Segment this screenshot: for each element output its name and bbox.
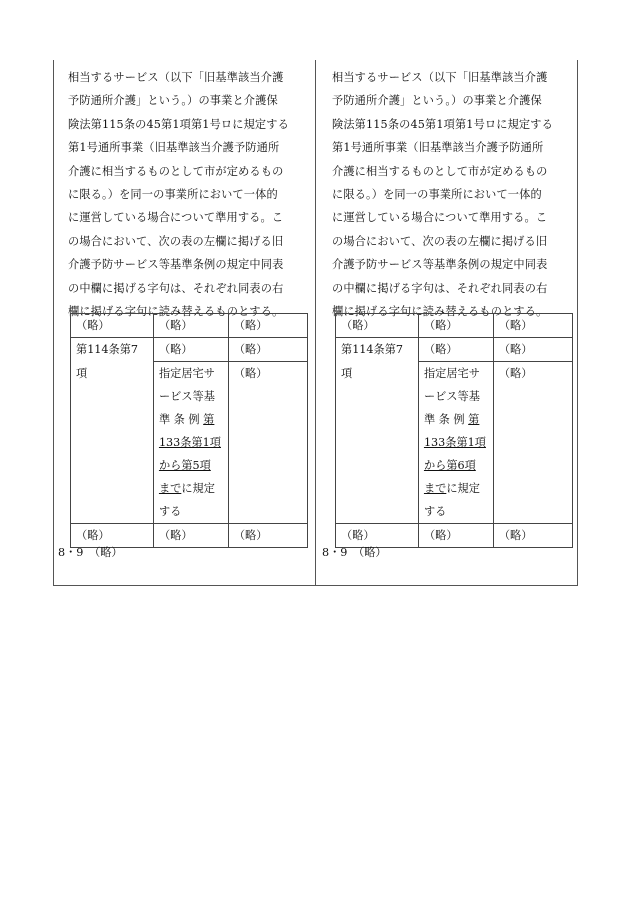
- underlined-text: 133条第1項: [158, 436, 221, 449]
- cell-text: 準 条 例: [423, 413, 469, 426]
- table-cell: （略）: [228, 314, 307, 338]
- text-line: 第1号通所事業（旧基準該当介護予防通所: [68, 141, 280, 155]
- text-line: 介護予防サービス等基準条例の規定中同表: [68, 258, 284, 272]
- cell-line: する: [423, 505, 447, 518]
- text-line: の場合において、次の表の左欄に掲げる旧: [332, 234, 548, 248]
- text-line: 欄に掲げる字句に読み替えるものとする。: [68, 305, 284, 319]
- text-line: の中欄に掲げる字句は、それぞれ同表の右: [332, 281, 548, 295]
- underlined-text: 第: [468, 413, 480, 426]
- table-cell: （略）: [493, 338, 572, 362]
- column-divider: [315, 60, 316, 586]
- text-line: の中欄に掲げる字句は、それぞれ同表の右: [68, 281, 284, 295]
- table-cell: （略）: [336, 314, 419, 338]
- text-line: 予防通所介護」という。）の事業と介護保: [68, 94, 278, 108]
- text-line: 相当するサービス（以下「旧基準該当介護: [332, 71, 548, 84]
- right-paragraph: [332, 66, 576, 323]
- table-cell: （略）: [418, 338, 493, 362]
- table-row: [71, 314, 308, 338]
- cell-text: に規定: [181, 482, 215, 495]
- underlined-text: から第6項: [423, 459, 476, 472]
- text-line: に運営している場合について準用する。こ: [68, 211, 284, 225]
- cell-text: に規定: [446, 482, 480, 495]
- text-line: に限る。）を同一の事業所において一体的: [332, 188, 542, 202]
- cell-line: [159, 408, 223, 431]
- table-cell: （略）: [336, 524, 419, 548]
- cell-line: ービス等基: [423, 390, 480, 403]
- table-cell: [418, 362, 493, 524]
- text-line: に運営している場合について準用する。こ: [332, 211, 548, 225]
- text-line: 相当するサービス（以下「旧基準該当介護: [68, 71, 284, 84]
- underlined-text: まで: [423, 482, 447, 495]
- table-cell: （略）: [71, 314, 154, 338]
- cell-line: ービス等基: [158, 390, 215, 403]
- table-cell: 項: [71, 362, 154, 524]
- left-paragraph: [68, 66, 312, 323]
- text-line: 介護予防サービス等基準条例の規定中同表: [332, 258, 548, 272]
- underlined-text: 133条第1項: [423, 436, 486, 449]
- text-line: に限る。）を同一の事業所において一体的: [68, 188, 278, 202]
- table-cell: （略）: [493, 524, 572, 548]
- table-cell: （略）: [71, 524, 154, 548]
- right-replacement-table: [335, 313, 573, 548]
- table-cell: （略）: [153, 314, 228, 338]
- table-cell: （略）: [153, 524, 228, 548]
- table-cell: （略）: [493, 362, 572, 524]
- text-line: 欄に掲げる字句に読み替えるものとする。: [332, 305, 548, 319]
- text-line: の場合において、次の表の左欄に掲げる旧: [68, 234, 284, 248]
- table-cell: 第114条第7: [71, 338, 154, 362]
- table-cell: （略）: [493, 314, 572, 338]
- underlined-text: 第: [203, 413, 215, 426]
- text-line: 険法第115条の45第1項第1号ロに規定する: [332, 117, 553, 131]
- right-footer-note: 8・9 （略）: [322, 546, 387, 559]
- table-cell: （略）: [418, 524, 493, 548]
- underlined-text: から第5項: [158, 459, 211, 472]
- cell-line: する: [158, 505, 182, 518]
- cell-line: [159, 477, 223, 500]
- table-cell: 第114条第7: [336, 338, 419, 362]
- table-row: [336, 338, 573, 362]
- table-cell: （略）: [153, 338, 228, 362]
- table-cell: （略）: [228, 524, 307, 548]
- cell-text: 準 条 例: [158, 413, 204, 426]
- table-cell: 項: [336, 362, 419, 524]
- text-line: 険法第115条の45第1項第1号ロに規定する: [68, 117, 289, 131]
- table-cell: [153, 362, 228, 524]
- table-row: [336, 314, 573, 338]
- left-replacement-table: [70, 313, 308, 548]
- table-row: [336, 362, 573, 524]
- table-cell: （略）: [228, 338, 307, 362]
- table-cell: （略）: [418, 314, 493, 338]
- table-row: [71, 338, 308, 362]
- left-footer-note: 8・9 （略）: [58, 546, 123, 559]
- cell-line: 指定居宅サ: [423, 367, 480, 380]
- underlined-text: まで: [158, 482, 182, 495]
- table-row: [71, 362, 308, 524]
- table-cell: （略）: [228, 362, 307, 524]
- cell-line: [424, 408, 488, 431]
- text-line: 予防通所介護」という。）の事業と介護保: [332, 94, 542, 108]
- text-line: 介護に相当するものとして市が定めるもの: [68, 164, 284, 178]
- text-line: 第1号通所事業（旧基準該当介護予防通所: [332, 141, 544, 155]
- text-line: 介護に相当するものとして市が定めるもの: [332, 164, 548, 178]
- cell-line: [424, 477, 488, 500]
- cell-line: 指定居宅サ: [158, 367, 215, 380]
